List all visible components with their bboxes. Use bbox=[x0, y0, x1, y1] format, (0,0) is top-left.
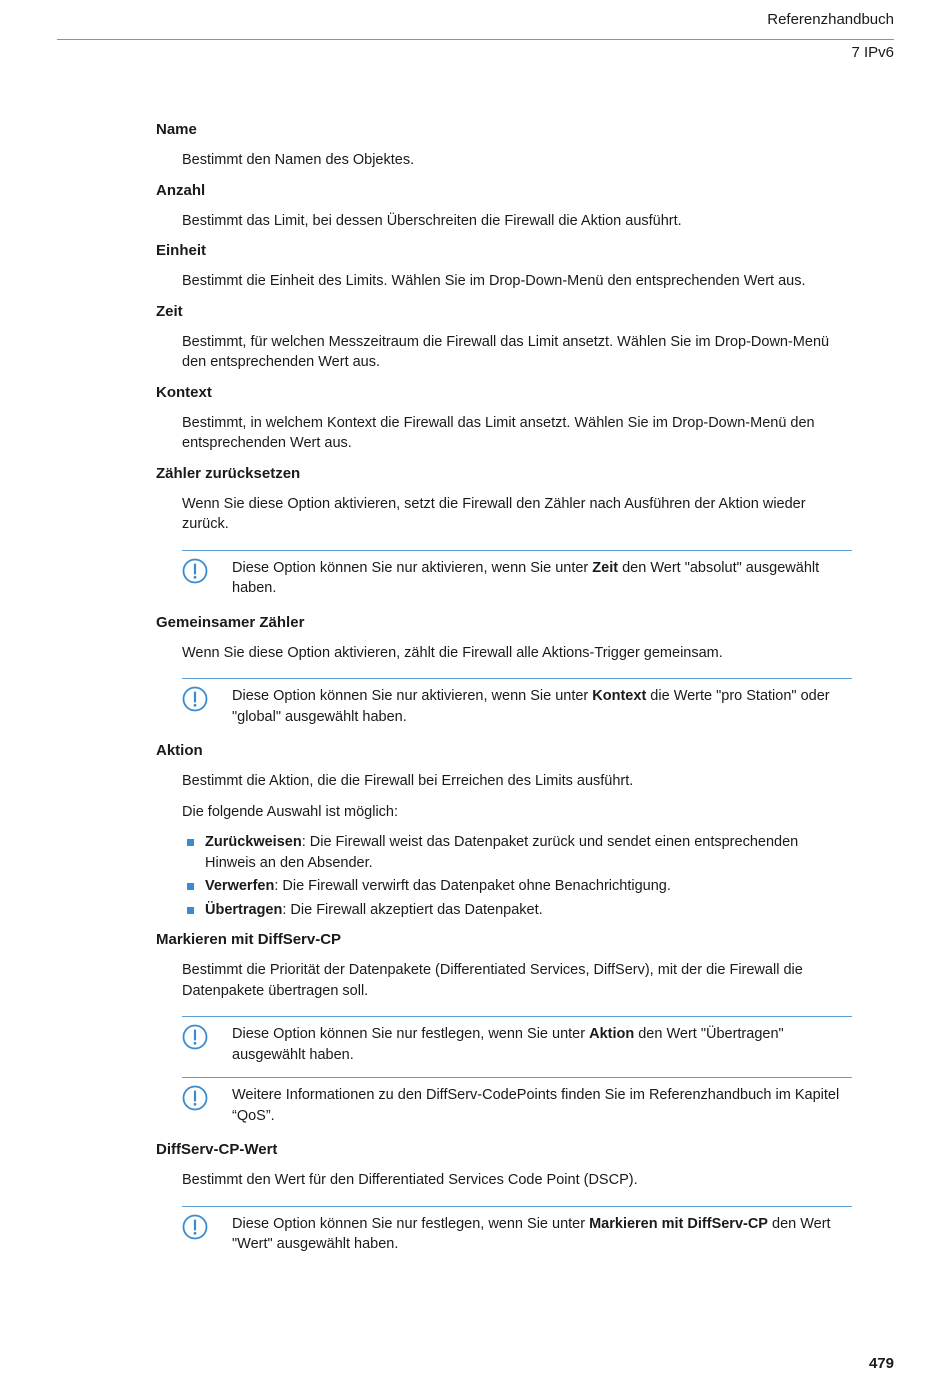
note-text: Weitere Informationen zu den DiffServ-CodePoints finden Sie im Referenzhandbuch im Kapitel “QoS”. bbox=[232, 1087, 840, 1124]
entry-einheit bbox=[156, 241, 852, 292]
info-icon bbox=[182, 558, 208, 584]
desc-gemeinsam: Wenn Sie diese Option aktivieren, zählt die Firewall alle Aktions-Trigger gemeinsam. bbox=[182, 644, 723, 661]
bullet-marker bbox=[187, 883, 194, 890]
note-text: Diese Option können Sie nur aktivieren, wenn Sie unter Zeit den Wert "absolut" ausgewählt haben. bbox=[232, 559, 820, 596]
bullet-marker bbox=[187, 907, 194, 914]
entry-zeit bbox=[156, 302, 852, 373]
desc-wert: Bestimmt den Wert für den Differentiated Services Code Point (DSCP). bbox=[182, 1172, 638, 1188]
note-zaehler bbox=[182, 550, 852, 603]
entry-markieren bbox=[156, 930, 852, 1130]
term-zaehler: Zähler zurücksetzen bbox=[156, 464, 301, 482]
desc-anzahl: Bestimmt das Limit, bei dessen Überschreiten die Firewall die Aktion ausführt. bbox=[182, 212, 682, 229]
entry-name bbox=[156, 120, 852, 171]
entry-kontext bbox=[156, 383, 852, 454]
note-text: Diese Option können Sie nur festlegen, wenn Sie unter Markieren mit DiffServ-CP den Wert "Wert" ausgewählt haben. bbox=[232, 1215, 831, 1252]
note-wert bbox=[182, 1206, 852, 1259]
desc-aktion: Bestimmt die Aktion, die die Firewall bei Erreichen des Limits ausführt. bbox=[182, 773, 634, 789]
desc-markieren: Bestimmt die Priorität der Datenpakete (Differentiated Services, DiffServ), mit der die Firewall die Datenpakete übertragen soll. bbox=[182, 962, 803, 999]
list-item: Übertragen: Die Firewall akzeptiert das Datenpaket. bbox=[182, 900, 852, 921]
term-aktion: Aktion bbox=[156, 742, 203, 759]
aktion-intro: Die folgende Auswahl ist möglich: bbox=[182, 803, 399, 820]
term-wert: DiffServ-CP-Wert bbox=[156, 1141, 278, 1158]
info-icon bbox=[182, 1214, 208, 1240]
header-title: Referenzhandbuch bbox=[767, 11, 894, 28]
info-icon bbox=[182, 686, 208, 712]
term-kontext: Kontext bbox=[156, 383, 212, 401]
desc-einheit: Bestimmt die Einheit des Limits. Wählen Sie im Drop-Down-Menü den entsprechenden Wert aus. bbox=[182, 273, 806, 289]
page-content bbox=[156, 120, 852, 1269]
note-text: Diese Option können Sie nur festlegen, wenn Sie unter Aktion den Wert "Übertragen" ausgewählt haben. bbox=[232, 1026, 784, 1063]
bullet-marker bbox=[187, 839, 194, 846]
header-chapter: 7 IPv6 bbox=[851, 44, 894, 61]
entry-gemeinsam bbox=[156, 613, 852, 732]
list-item: Verwerfen: Die Firewall verwirft das Datenpaket ohne Benachrichtigung. bbox=[182, 876, 852, 897]
term-gemeinsam: Gemeinsamer Zähler bbox=[156, 613, 305, 631]
desc-name: Bestimmt den Namen des Objektes. bbox=[182, 152, 415, 168]
entry-zaehler bbox=[156, 464, 852, 603]
list-item: Zurückweisen: Die Firewall weist das Datenpaket zurück und sendet einen entsprechenden Hinweis an den Absender. bbox=[182, 832, 852, 873]
aktion-options bbox=[182, 832, 852, 920]
info-icon bbox=[182, 1024, 208, 1050]
note-markieren-2 bbox=[182, 1077, 852, 1130]
term-name: Name bbox=[156, 121, 197, 138]
entry-wert bbox=[156, 1140, 852, 1259]
term-markieren: Markieren mit DiffServ-CP bbox=[156, 931, 342, 948]
entry-anzahl bbox=[156, 181, 852, 232]
desc-zaehler: Wenn Sie diese Option aktivieren, setzt die Firewall den Zähler nach Ausführen der Aktion wieder zurück. bbox=[182, 495, 806, 532]
desc-zeit: Bestimmt, für welchen Messzeitraum die Firewall das Limit ansetzt. Wählen Sie im Drop-Down-Menü den entsprechenden Wert aus. bbox=[182, 333, 830, 370]
info-icon bbox=[182, 1085, 208, 1111]
term-zeit: Zeit bbox=[156, 302, 183, 320]
note-markieren-1 bbox=[182, 1016, 852, 1069]
page-number: 479 bbox=[868, 1355, 894, 1372]
note-gemeinsam bbox=[182, 678, 852, 731]
term-anzahl: Anzahl bbox=[156, 181, 206, 199]
header-rule bbox=[57, 39, 894, 40]
term-einheit: Einheit bbox=[156, 242, 207, 259]
note-text: Diese Option können Sie nur aktivieren, wenn Sie unter Kontext die Werte "pro Station" oder "global" ausgewählt haben. bbox=[232, 688, 830, 725]
entry-aktion bbox=[156, 741, 852, 920]
desc-kontext: Bestimmt, in welchem Kontext die Firewall das Limit ansetzt. Wählen Sie im Drop-Down-Menü den entsprechenden Wert aus. bbox=[182, 414, 815, 451]
